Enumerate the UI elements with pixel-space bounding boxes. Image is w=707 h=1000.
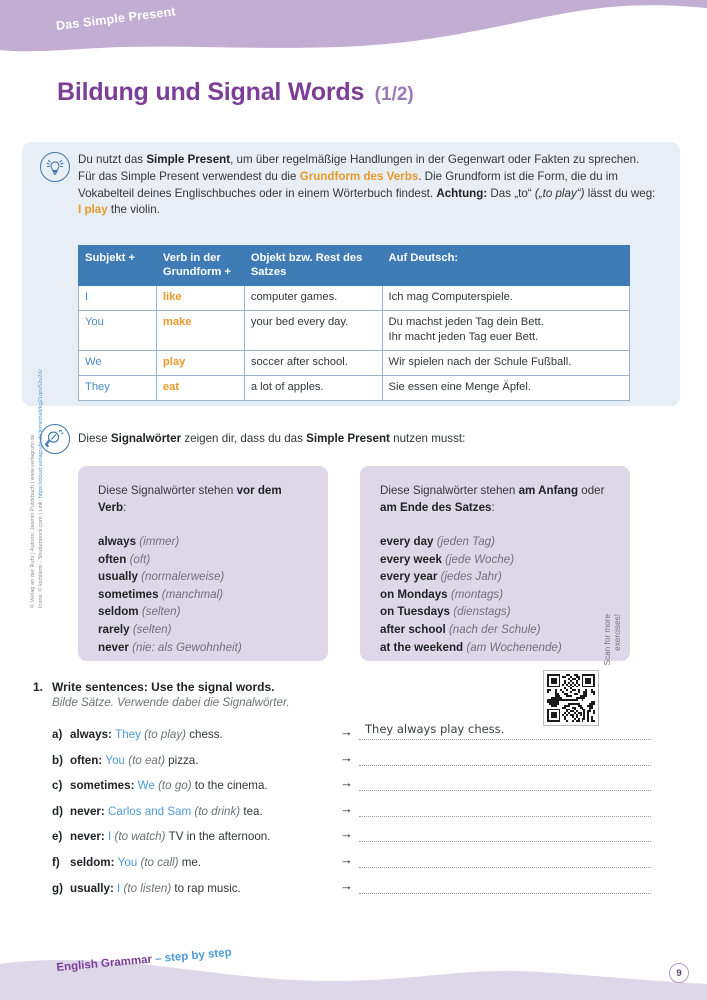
answer-row[interactable]	[340, 799, 652, 825]
table-header-subject: Subjekt +	[79, 246, 157, 286]
signal-word-de: (oft)	[126, 552, 151, 566]
exercise-prompt-list	[52, 722, 342, 901]
signal-word-en: every day	[380, 535, 434, 548]
arrow-right-icon: →	[340, 749, 353, 765]
exercise-number: 1.	[33, 680, 44, 694]
exercise-verb-hint: (to drink)	[194, 804, 244, 818]
text-run: Diese Signalwörter stehen	[98, 484, 237, 497]
table-cell-german: Sie essen eine Menge Äpfel.	[382, 376, 629, 401]
grammar-structure-table	[78, 245, 630, 401]
page-number: 9	[669, 963, 689, 983]
text-run: Diese	[78, 432, 111, 445]
table-cell-subject: I	[79, 286, 157, 311]
signal-word-de: (nie: als Gewohnheit)	[128, 640, 242, 654]
signal-word-de: (jeden Tag)	[433, 535, 495, 548]
table-cell-verb: play	[156, 351, 244, 376]
text-run: nutzen musst:	[389, 432, 466, 445]
text-run: am Anfang	[518, 484, 579, 497]
text-run: zeigen dir, dass du das	[181, 432, 307, 445]
exercise-item-letter: b)	[52, 753, 63, 767]
text-run: Du nutzt das	[78, 153, 147, 166]
qr-caption-line-1: Scan for more	[603, 614, 612, 666]
exercise-item-letter: c)	[52, 779, 63, 793]
exercise-rest: TV in the afternoon.	[168, 830, 271, 844]
answer-row[interactable]	[340, 824, 652, 850]
signal-word-en: on Mondays	[380, 587, 448, 601]
exercise-item	[52, 850, 342, 876]
text-run: :	[123, 500, 127, 514]
signal-word-de: (am Wochenende)	[463, 640, 562, 654]
table-row	[79, 286, 630, 311]
exercise-signal-word: sometimes:	[70, 779, 138, 793]
exercise-verb-hint: (to eat)	[128, 753, 169, 767]
exercise-verb-hint: (to play)	[144, 728, 190, 741]
signal-word-item	[98, 639, 308, 657]
signal-word-en: never	[98, 640, 129, 654]
answer-row[interactable]	[340, 773, 652, 799]
answer-write-line[interactable]	[359, 893, 651, 894]
arrow-right-icon: →	[340, 724, 353, 739]
answer-write-line[interactable]	[359, 765, 651, 766]
signal-word-item	[380, 551, 610, 569]
text-run: . Die Grundform ist die Form, die du im Vokabelteil deines Englischbuches oder in einem Wörterbuch findest.	[78, 169, 618, 200]
signal-word-item	[380, 621, 610, 639]
exercise-title: Write sentences: Use the signal words.	[52, 680, 275, 694]
answer-write-line[interactable]	[359, 867, 651, 868]
copyright-credits	[29, 248, 45, 608]
signal-word-en: on Tuesdays	[380, 605, 451, 619]
signal-card-right-heading	[380, 483, 610, 516]
signal-word-item	[380, 639, 610, 657]
answer-text: They always play chess.	[365, 722, 505, 736]
exercise-item-text	[70, 799, 263, 825]
signal-word-item	[98, 603, 308, 621]
page-title	[57, 78, 414, 107]
signal-word-list-right	[380, 533, 610, 656]
exercise-item	[52, 799, 342, 825]
exercise-verb-hint: (to listen)	[123, 881, 175, 895]
table-cell-object: your bed every day.	[244, 311, 382, 351]
signal-word-item	[98, 533, 308, 551]
table-header-german: Auf Deutsch:	[382, 246, 629, 286]
signal-word-item	[98, 621, 308, 639]
signal-word-item	[380, 603, 610, 621]
answer-row[interactable]	[340, 722, 652, 748]
top-decorative-wave	[0, 0, 707, 60]
exercise-item	[52, 773, 342, 799]
signal-word-de: (immer)	[136, 535, 180, 548]
signal-word-de: (selten)	[129, 622, 172, 636]
signal-word-de: (selten)	[138, 605, 181, 619]
answer-write-line[interactable]	[359, 790, 651, 791]
text-run: I	[78, 203, 82, 217]
arrow-right-icon: →	[340, 800, 353, 816]
table-cell-german: Wir spielen nach der Schule Fußball.	[382, 351, 629, 376]
arrow-right-icon: →	[340, 851, 353, 867]
answer-write-line[interactable]	[359, 841, 651, 842]
signal-word-en: usually	[98, 570, 138, 584]
table-header-row	[79, 246, 630, 286]
answer-write-line[interactable]	[359, 739, 651, 740]
exercise-item-text	[70, 748, 198, 774]
exercise-item-text	[70, 824, 270, 850]
table-cell-german: Ich mag Computerspiele.	[382, 286, 629, 311]
arrow-right-icon: →	[340, 775, 353, 791]
signal-word-item	[380, 586, 610, 604]
table-cell-object: computer games.	[244, 286, 382, 311]
signal-word-item	[98, 586, 308, 604]
signal-word-en: always	[98, 535, 137, 548]
table-header-object: Objekt bzw. Rest des Satzes	[244, 246, 382, 286]
text-run: , um über regelmäßige Handlungen in der Gegenwart oder Fakten zu sprechen. Für das Simple Present verwendest du die	[78, 153, 640, 183]
exercise-subject: We	[137, 779, 159, 793]
signal-word-en: every week	[380, 552, 442, 566]
lightbulb-icon	[40, 152, 70, 182]
table-cell-subject: They	[79, 376, 157, 401]
signal-word-en: every year	[380, 570, 438, 584]
text-run: am Ende des Satzes	[380, 500, 492, 514]
exercise-rest: pizza.	[168, 753, 199, 767]
table-cell-subject: We	[79, 351, 157, 376]
signal-words-intro	[78, 432, 465, 445]
exercise-item-text	[70, 876, 241, 902]
exercise-verb-hint: (to call)	[140, 855, 182, 869]
table-row	[79, 351, 630, 376]
text-run: („to play“)	[534, 186, 585, 200]
table-row	[79, 311, 630, 351]
table-header-verb: Verb in der Grundform +	[156, 246, 244, 286]
text-run: lässt du weg:	[584, 186, 656, 200]
exercise-rest: tea.	[243, 804, 263, 818]
exercise-item	[52, 748, 342, 774]
text-run: :	[491, 500, 495, 514]
credit-line-2	[37, 248, 45, 608]
exercise-rest: to rap music.	[174, 881, 241, 895]
table-cell-german: Du machst jeden Tag dein Bett. Ihr macht jeden Tag euer Bett.	[382, 311, 629, 351]
exercise-verb-hint: (to watch)	[114, 830, 169, 844]
exercise-signal-word: never:	[70, 804, 109, 818]
exercise-subject: You	[117, 855, 141, 869]
exercise-signal-word: never:	[70, 830, 109, 844]
credit-link[interactable]: https://cloud.verlagruhr.de/lerninhalt/kg21qov52u2X/	[38, 369, 44, 499]
text-run: the violin.	[107, 203, 160, 217]
table-row	[79, 376, 630, 401]
table-cell-verb: make	[156, 311, 244, 351]
exercise-signal-word: usually:	[70, 881, 118, 895]
text-run: Grundform des Verbs	[299, 169, 419, 183]
signal-word-item	[98, 568, 308, 586]
arrow-right-icon: →	[340, 826, 353, 842]
signal-word-de: (jedes Jahr)	[437, 570, 502, 584]
signal-card-before-verb	[78, 466, 328, 661]
chapter-tab-label: Das Simple Present	[55, 4, 177, 33]
exercise-subject: I	[117, 881, 124, 895]
exercise-item	[52, 876, 342, 902]
page-title-main: Bildung und Signal Words	[57, 78, 365, 106]
text-run: vor dem Verb	[98, 484, 282, 514]
text-run: oder	[578, 484, 605, 497]
text-run: Das „to“	[487, 186, 535, 200]
signal-word-de: (nach der Schule)	[445, 622, 541, 636]
credit-line-1: © Verlag an der Ruhr | Autorin: Jasmin Putzkbuch | www.verlagruhr.de	[30, 434, 36, 608]
text-run: Simple Present	[306, 432, 390, 445]
answer-row[interactable]	[340, 850, 652, 876]
text-run: Diese Signalwörter stehen	[380, 484, 519, 497]
signal-word-en: seldom	[98, 605, 139, 619]
exercise-subtitle: Bilde Sätze. Verwende dabei die Signalwörter.	[52, 696, 290, 709]
signal-word-de: (manchmal)	[158, 587, 224, 601]
exercise-subject: Carlos and Sam	[108, 804, 195, 818]
bottom-decorative-wave	[0, 940, 707, 1000]
signal-word-item	[98, 551, 308, 569]
exercise-item-letter: a)	[52, 728, 63, 741]
exercise-item-letter: g)	[52, 881, 63, 895]
text-run: Achtung:	[436, 186, 488, 200]
exercise-answer-list[interactable]	[340, 722, 652, 901]
exercise-item	[52, 824, 342, 850]
text-run: play	[84, 203, 108, 217]
answer-row[interactable]	[340, 876, 652, 902]
table-cell-object: soccer after school.	[244, 351, 382, 376]
exercise-item	[52, 722, 342, 748]
exercise-item-letter: d)	[52, 804, 63, 818]
exercise-subject: I	[108, 830, 115, 844]
signal-word-de: (montags)	[447, 587, 504, 601]
signal-word-en: often	[98, 552, 127, 566]
qr-caption-line-2: exercises!	[613, 614, 622, 651]
table-cell-verb: eat	[156, 376, 244, 401]
signal-word-en: rarely	[98, 622, 130, 636]
exercise-item-letter: f)	[52, 855, 60, 869]
exercise-item-letter: e)	[52, 830, 63, 844]
exercise-item-text	[70, 773, 268, 799]
signal-word-item	[380, 533, 610, 551]
table-cell-subject: You	[79, 311, 157, 351]
signal-card-left-heading	[98, 483, 308, 516]
answer-write-line[interactable]	[359, 816, 651, 817]
exercise-verb-hint: (to go)	[158, 779, 195, 793]
qr-code-caption	[603, 614, 622, 670]
signal-word-en: sometimes	[98, 587, 159, 601]
signal-word-de: (dienstags)	[450, 605, 511, 619]
page-title-progress: (1/2)	[374, 84, 414, 105]
exercise-subject: They	[115, 728, 145, 741]
signal-word-de: (jede Woche)	[441, 552, 515, 566]
table-cell-object: a lot of apples.	[244, 376, 382, 401]
info-paragraph	[78, 152, 656, 219]
exercise-rest: chess.	[189, 728, 223, 741]
signal-word-item	[380, 568, 610, 586]
signal-card-sentence-edges	[360, 466, 630, 661]
text-run: Simple Present	[146, 153, 231, 166]
exercise-rest: me.	[181, 855, 202, 869]
qr-code-image[interactable]	[543, 670, 599, 726]
exercise-signal-word: often:	[70, 753, 106, 767]
exercise-signal-word: seldom:	[70, 855, 118, 869]
exercise-item-text	[70, 850, 201, 876]
qr-code-block[interactable]	[543, 614, 622, 726]
text-run: Signalwörter	[110, 432, 182, 445]
footer-brand-sub: – step by step	[154, 946, 233, 966]
exercise-rest: to the cinema.	[194, 779, 268, 793]
exercise-signal-word: always:	[70, 728, 116, 741]
exercise-subject: You	[105, 753, 129, 767]
table-cell-verb: like	[156, 286, 244, 311]
signal-word-en: at the weekend	[380, 640, 464, 654]
answer-row[interactable]	[340, 748, 652, 774]
footer-brand-main: English Grammar	[55, 953, 153, 974]
credit-line-2-prefix: Icons: © kichilemi - Shutterstock.com | Link:	[38, 498, 44, 608]
signal-word-de: (normalerweise)	[137, 570, 225, 584]
exercise-item-text	[70, 722, 223, 748]
signal-word-list-left	[98, 533, 308, 656]
arrow-right-icon: →	[340, 877, 353, 893]
signal-word-en: after school	[380, 622, 446, 636]
